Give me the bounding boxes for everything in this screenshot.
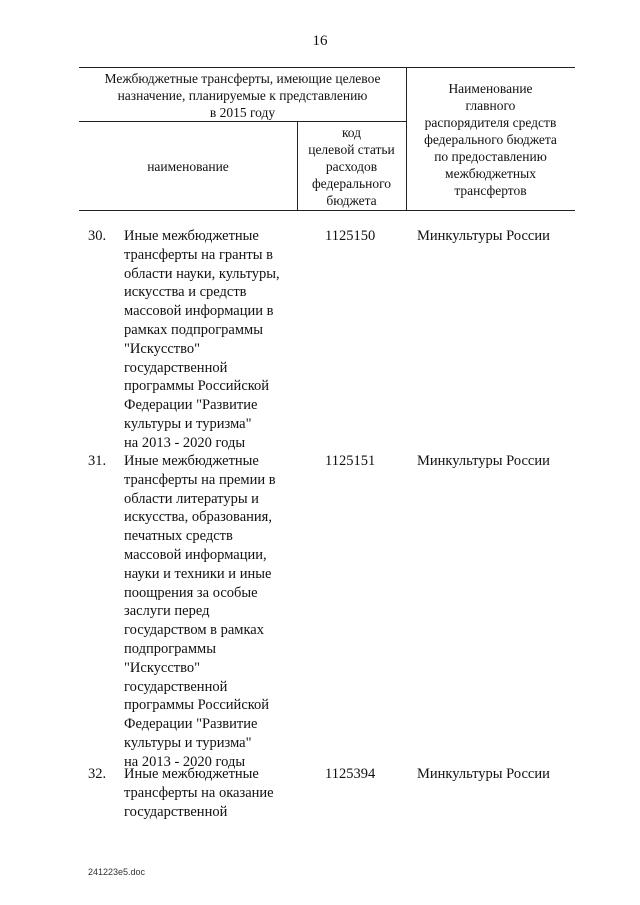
row-name-line: на 2013 - 2020 годы (124, 753, 246, 770)
row-name-line: Иные межбюджетные (124, 453, 259, 469)
row-name-line: программы Российской (124, 378, 270, 395)
header-top-rule (79, 67, 575, 68)
row-name-line: поощрения за особые (124, 584, 258, 601)
header-col-code-line: бюджета (326, 193, 377, 208)
row-name-line: рамках подпрограммы (124, 321, 263, 338)
header-col-admin-line: распорядителя средств (424, 115, 557, 130)
row-name-line: искусства, образования, (124, 509, 272, 526)
row-name-line: культуры и туризма" (124, 734, 252, 751)
row-name-line: на 2013 - 2020 годы (124, 434, 246, 451)
row-name (124, 227, 299, 453)
row-name-line: Федерации "Развитие (124, 716, 258, 733)
row-name-line: "Искусство" (124, 340, 201, 357)
row-name-line: государственной (124, 803, 228, 820)
row-name-line: Федерации "Развитие (124, 397, 258, 414)
row-name-line: науки и техники и иные (124, 565, 272, 582)
row-name-line: массовой информации, (124, 546, 267, 563)
header-col-admin-line: межбюджетных (445, 166, 536, 181)
header-col-code-line: федерального (311, 176, 392, 191)
row-admin: Минкультуры России (417, 766, 550, 782)
header-group-title (79, 70, 406, 121)
row-name-line: программы Российской (124, 697, 270, 714)
row-name-line: искусства и средств (124, 284, 247, 301)
row-name-line: трансферты на премии в (124, 471, 276, 488)
row-name-line: области литературы и (124, 490, 259, 507)
header-col-code-line: расходов (325, 159, 378, 174)
row-name-line: государственной (124, 359, 228, 376)
row-code: 1125394 (325, 766, 376, 782)
row-name (124, 452, 299, 772)
header-group-rule (79, 121, 406, 122)
header-col-name: наименование (147, 159, 229, 174)
header-group-title-line: в 2015 году (209, 105, 276, 120)
page-number: 16 (312, 33, 328, 49)
row-admin: Минкультуры России (417, 228, 550, 244)
row-name-line: культуры и туризма" (124, 415, 252, 432)
header-col-admin-line: по предоставлению (434, 149, 547, 164)
row-name-line: заслуги перед (124, 603, 210, 620)
row-number: 32. (88, 766, 107, 782)
row-name (124, 765, 299, 821)
row-name-line: печатных средств (124, 528, 233, 545)
header-col-code-line: целевой статьи (308, 142, 395, 157)
row-name-line: подпрограммы (124, 640, 216, 657)
row-name-line: Иные межбюджетные (124, 228, 259, 244)
row-name-line: Иные межбюджетные (124, 766, 259, 782)
header-col-code (297, 124, 406, 209)
row-name-line: массовой информации в (124, 303, 274, 320)
row-number: 31. (88, 453, 107, 469)
header-col-code-line: код (341, 125, 362, 140)
row-code: 1125150 (325, 228, 376, 244)
row-code: 1125151 (325, 453, 376, 469)
row-number: 30. (88, 228, 107, 244)
row-name-line: области науки, культуры, (124, 265, 280, 282)
header-group-title-line: Межбюджетные трансферты, имеющие целевое (104, 71, 381, 86)
row-name-line: государством в рамках (124, 622, 264, 639)
row-name-line: "Искусство" (124, 659, 201, 676)
header-col-admin (406, 80, 575, 199)
header-col-admin-line: главного (465, 98, 516, 113)
row-name-line: трансферты на оказание (124, 784, 274, 801)
header-col-admin-line: федерального бюджета (424, 132, 557, 147)
document-filename: 241223e5.doc (88, 867, 146, 877)
header-col-admin-line: трансфертов (454, 183, 527, 198)
row-name-line: государственной (124, 678, 228, 695)
header-col-admin-line: Наименование (448, 81, 533, 96)
row-admin: Минкультуры России (417, 453, 550, 469)
row-name-line: трансферты на гранты в (124, 246, 273, 263)
header-bottom-rule (79, 210, 575, 211)
header-group-title-line: назначение, планируемые к представлению (117, 88, 368, 103)
